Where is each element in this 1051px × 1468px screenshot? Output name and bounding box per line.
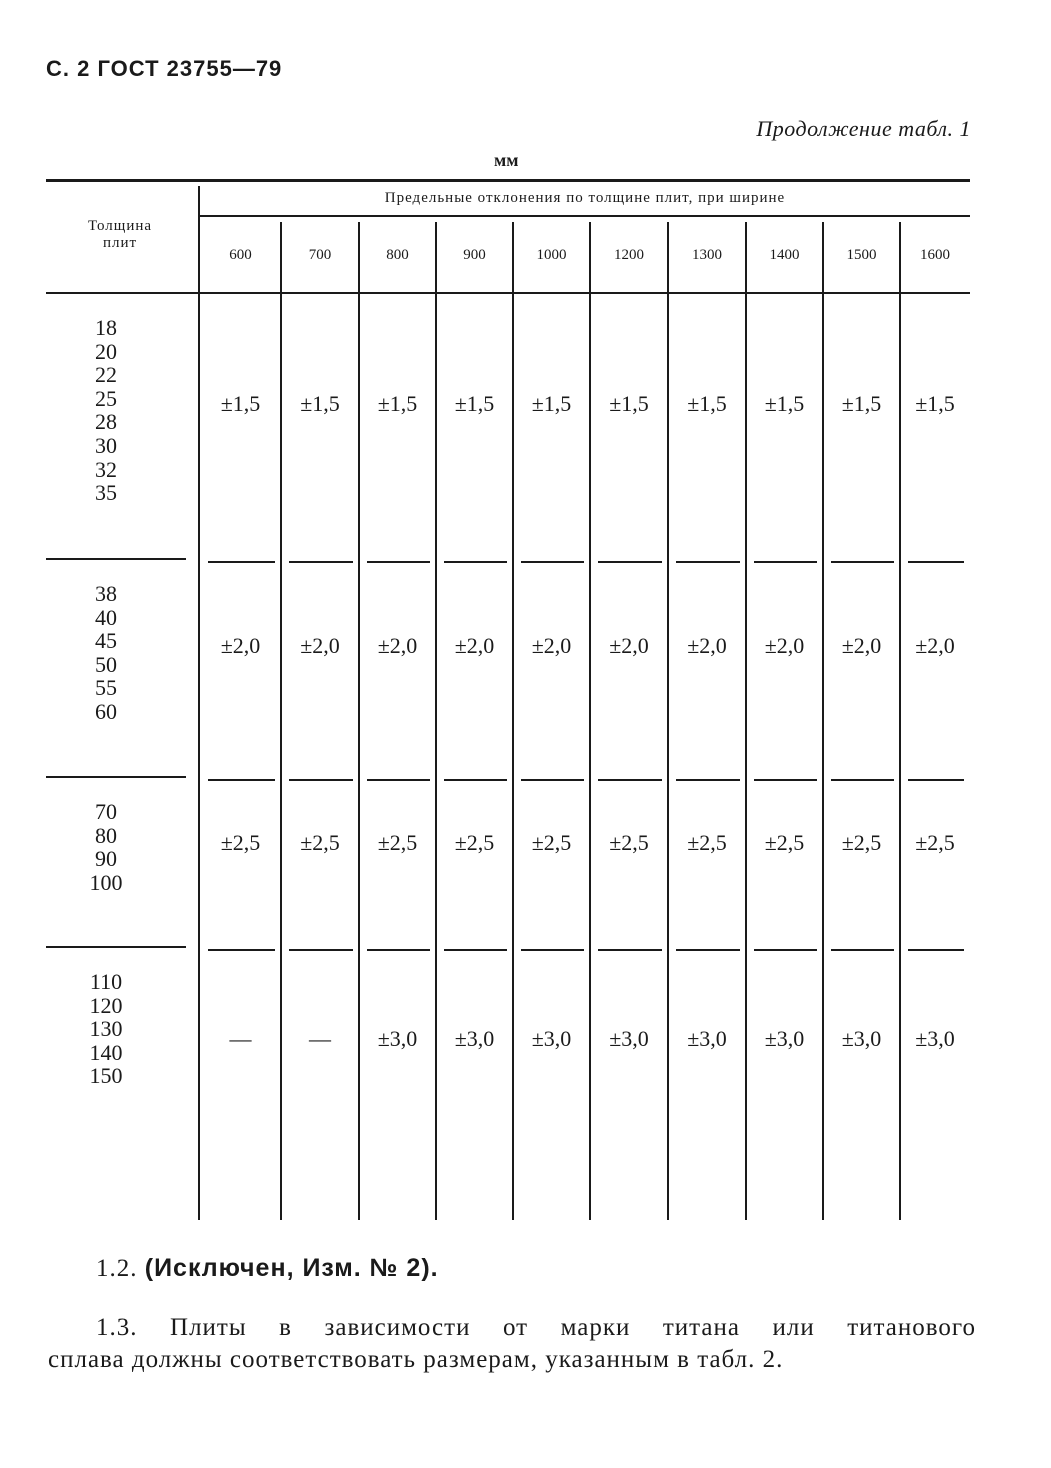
- row-group-separator: [831, 779, 894, 781]
- row-group-separator: [46, 776, 186, 778]
- thickness-value: 140: [89, 1039, 123, 1065]
- row-group-separator: [208, 561, 275, 563]
- row-group-separator: [521, 779, 584, 781]
- tolerance-value: ±2,0: [531, 633, 572, 658]
- thickness-column-header: [60, 218, 180, 252]
- thickness-list: [46, 582, 166, 724]
- row-group-separator: [676, 949, 740, 951]
- width-column-header: 1600: [920, 247, 950, 263]
- tolerance-value: ±2,5: [915, 830, 955, 855]
- row-group-separator: [289, 949, 353, 951]
- width-column-header: 1000: [536, 247, 567, 263]
- tolerance-value: ±2,5: [300, 830, 340, 855]
- tolerance-value: ±2,5: [454, 830, 495, 855]
- thickness-value: 25: [95, 385, 117, 411]
- row-group-separator: [598, 561, 662, 563]
- thickness-list: [46, 970, 166, 1088]
- width-column-header: 1400: [769, 247, 800, 263]
- tolerance-value: ±2,0: [915, 633, 955, 658]
- row-group-separator: [444, 949, 507, 951]
- row-group-separator: [754, 561, 817, 563]
- tolerance-value: ±2,5: [841, 830, 882, 855]
- paragraph-1-2-text: (Исключен, Изм. № 2).: [144, 1254, 439, 1282]
- row-group-separator: [444, 779, 507, 781]
- row-group-separator: [676, 779, 740, 781]
- row-group-separator: [208, 779, 275, 781]
- tolerance-value: ±3,0: [687, 1026, 727, 1051]
- tolerance-value: —: [309, 1026, 331, 1051]
- thickness-value: 22: [95, 362, 117, 388]
- row-group-separator: [444, 561, 507, 563]
- row-group-separator: [289, 561, 353, 563]
- thickness-value: 32: [95, 456, 117, 482]
- width-column-header: 900: [463, 247, 486, 263]
- thickness-value: 120: [89, 992, 123, 1018]
- width-column-header: 1300: [692, 247, 722, 263]
- thickness-value: 18: [95, 315, 117, 340]
- width-column-header: 1500: [846, 247, 877, 263]
- tolerance-value: ±2,5: [609, 830, 649, 855]
- column-divider: [435, 222, 437, 1220]
- tolerance-value: ±1,5: [687, 391, 727, 416]
- tolerance-value: ±1,5: [531, 391, 572, 416]
- thickness-value: 60: [95, 698, 117, 724]
- tolerance-value: —: [229, 1026, 252, 1051]
- paragraph-1-2-number: 1.2.: [96, 1255, 138, 1282]
- tolerance-value: ±1,5: [764, 391, 805, 416]
- thickness-value: 50: [95, 651, 117, 677]
- tolerance-value: ±2,5: [687, 830, 727, 855]
- thickness-value: 110: [89, 969, 123, 994]
- tolerance-value: ±2,0: [609, 633, 649, 658]
- tolerance-value: ±3,0: [841, 1026, 882, 1051]
- thickness-value: 28: [95, 409, 117, 435]
- paragraph-1-3-line-2: сплава должны соответствовать размерам, указанным в табл. 2.: [48, 1346, 784, 1373]
- tolerance-value: ±1,5: [609, 391, 649, 416]
- paragraph-1-3-line-1: 1.3. Плиты в зависимости от марки титана или титанового: [96, 1314, 976, 1341]
- width-column-header: 700: [308, 247, 332, 263]
- tolerance-value: ±2,0: [454, 633, 495, 658]
- row-group-separator: [754, 779, 817, 781]
- tolerance-value: ±3,0: [454, 1026, 495, 1051]
- table-top-rule: [46, 179, 970, 182]
- tolerance-value: ±2,0: [300, 633, 340, 658]
- thickness-value: 30: [95, 432, 117, 458]
- width-column-header: 800: [386, 247, 409, 263]
- row-group-separator: [367, 949, 430, 951]
- row-group-separator: [46, 946, 186, 948]
- tolerance-value: ±1,5: [300, 391, 340, 416]
- tolerance-value: ±3,0: [377, 1026, 418, 1051]
- row-group-separator: [908, 779, 964, 781]
- column-divider: [589, 222, 591, 1220]
- row-group-separator: [521, 561, 584, 563]
- row-group-separator: [46, 558, 186, 560]
- thickness-list: [46, 800, 166, 894]
- column-divider: [280, 222, 282, 1220]
- thickness-value: 70: [95, 799, 117, 824]
- thickness-value: 90: [95, 846, 117, 872]
- row-group-separator: [367, 779, 430, 781]
- thickness-value: 150: [89, 1063, 123, 1089]
- paragraph-1-2: [96, 1254, 439, 1283]
- tolerance-value: ±1,5: [841, 391, 882, 416]
- tolerance-value: ±3,0: [915, 1026, 955, 1051]
- thickness-value: 40: [95, 604, 117, 630]
- thickness-value: 38: [95, 581, 117, 606]
- thickness-value: 20: [95, 338, 117, 364]
- thickness-value: 130: [89, 1016, 123, 1042]
- unit-label: мм: [494, 150, 519, 170]
- tolerance-value: ±1,5: [377, 391, 418, 416]
- tolerance-value: ±2,5: [220, 830, 261, 855]
- tolerance-value: ±1,5: [915, 391, 955, 416]
- row-group-separator: [754, 949, 817, 951]
- column-divider: [745, 222, 747, 1220]
- tolerance-value: ±2,0: [377, 633, 418, 658]
- thickness-value: 80: [95, 822, 117, 848]
- tolerance-value: ±3,0: [764, 1026, 805, 1051]
- thickness-value: 55: [95, 675, 117, 701]
- row-group-separator: [598, 949, 662, 951]
- column-divider: [822, 222, 824, 1220]
- row-group-separator: [831, 561, 894, 563]
- tolerance-value: ±2,5: [377, 830, 418, 855]
- thickness-header-line-1: Толщина: [87, 218, 153, 234]
- tolerance-value: ±2,5: [531, 830, 572, 855]
- thickness-column-divider: [198, 186, 200, 1220]
- column-divider: [899, 222, 901, 1220]
- thickness-list: [46, 316, 166, 505]
- tolerance-value: ±1,5: [220, 391, 261, 416]
- column-divider: [667, 222, 669, 1220]
- group-header-rule: [200, 215, 970, 217]
- row-group-separator: [521, 949, 584, 951]
- column-divider: [358, 222, 360, 1220]
- thickness-value: 100: [89, 869, 123, 895]
- row-group-separator: [367, 561, 430, 563]
- tolerance-value: ±3,0: [531, 1026, 572, 1051]
- width-column-header: 600: [229, 247, 252, 263]
- thickness-value: 35: [95, 480, 117, 506]
- tolerance-value: ±1,5: [454, 391, 495, 416]
- tolerance-value: ±2,5: [764, 830, 805, 855]
- table-continuation-label: Продолжение табл. 1: [756, 116, 971, 141]
- row-group-separator: [289, 779, 353, 781]
- row-group-separator: [908, 949, 964, 951]
- width-column-header: 1200: [614, 247, 644, 263]
- row-group-separator: [208, 949, 275, 951]
- tolerance-value: ±3,0: [609, 1026, 649, 1051]
- thickness-value: 45: [95, 628, 117, 654]
- tolerance-value: ±2,0: [687, 633, 727, 658]
- page-header: С. 2 ГОСТ 23755—79: [46, 56, 283, 81]
- thickness-header-line-2: плит: [102, 235, 138, 251]
- tolerance-value: ±2,0: [764, 633, 805, 658]
- group-column-header: Предельные отклонения по толщине плит, при ширине: [384, 190, 786, 206]
- row-group-separator: [831, 949, 894, 951]
- column-divider: [512, 222, 514, 1220]
- row-group-separator: [598, 779, 662, 781]
- row-group-separator: [676, 561, 740, 563]
- tolerance-value: ±2,0: [841, 633, 882, 658]
- table-header-bottom-rule: [46, 292, 970, 294]
- row-group-separator: [908, 561, 964, 563]
- tolerance-value: ±2,0: [220, 633, 261, 658]
